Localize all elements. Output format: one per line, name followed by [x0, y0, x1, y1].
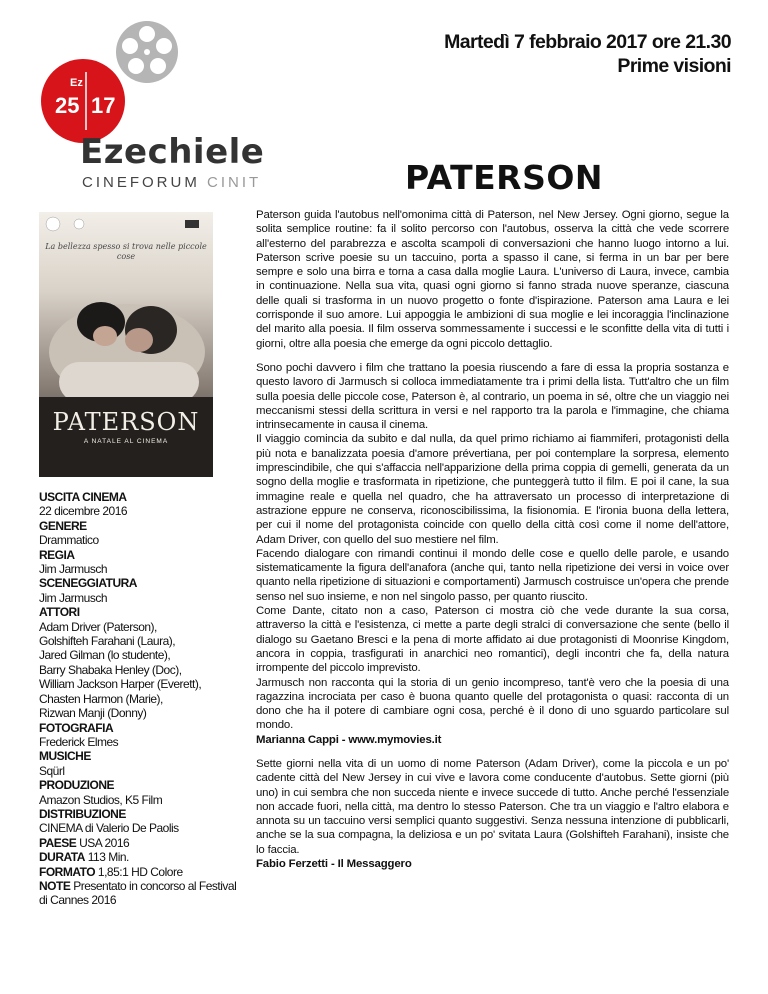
screening-info [444, 30, 731, 78]
value-paese: USA 2016 [79, 835, 130, 850]
label-note: NOTE [39, 878, 71, 893]
actor-item: Adam Driver (Paterson), [39, 619, 157, 634]
review-1-part-d: Come Dante, citato non a caso, Paterson ci mostra ciò che vede durante la sua corsa, attraverso la città e l'esistenza, ci mette a parte degli stralci di conversazione che sente (bello il dialogo su Gaetano Bresci e la pena di morte affidato ai due protagonisti di Moonrise Kingdom, ancora in coppia, trasfigurati in anarchici neo romantici), degli incontri che fa, della natura irrompente del piccolo imprevisto. [256, 605, 729, 675]
poster-subtitle: A NATALE AL CINEMA [83, 438, 169, 445]
review-2 [256, 757, 729, 871]
film-info [39, 490, 239, 908]
label-genere: GENERE [39, 518, 87, 533]
movie-poster [39, 212, 213, 477]
label-produzione: PRODUZIONE [39, 778, 115, 793]
actor-item: Barry Shabaka Henley (Doc), [39, 662, 182, 677]
label-uscita: USCITA CINEMA [39, 490, 127, 504]
label-sceneggiatura: SCENEGGIATURA [39, 576, 137, 591]
badge-17: 17 [91, 93, 116, 118]
value-uscita: 22 dicembre 2016 [39, 504, 128, 519]
actor-item: Jared Gilman (lo studente), [39, 648, 171, 663]
review-1 [256, 361, 729, 747]
value-note: Presentato in concorso al Festival di Cannes 2016 [39, 878, 237, 908]
screening-date: Martedì 7 febbraio 2017 ore 21.30 [444, 31, 731, 53]
brand-sub-cinit: CINIT [207, 174, 262, 191]
value-fotografia: Frederick Elmes [39, 734, 119, 749]
label-fotografia: FOTOGRAFIA [39, 720, 114, 735]
review-1-part-c: Facendo dialogare con rimandi continui il mondo delle cose e quello delle parole, e usando sistematicamente la figura dell'anafora (anche qui, tanto nella ripetizione dei versi in voice over quanto nella ripetizione di situazioni e comportamenti) Jarmusch costruisce un'opera che prende senso nel suo insieme, e non nel singolo passo, per quanto riuscito. [256, 547, 729, 603]
article-body [256, 208, 729, 881]
review-1-part-a: Sono pochi davvero i film che trattano la poesia riuscendo a fare di essa la propria sostanza e questo lavoro di Jarmusch si colloca immediatamente tra i primi della lista. Tutt'altro che un film sulla poesia delle piccole cose, Paterson è, al contrario, un poema in sé, oltre che un viaggio nei meccanismi stessi della scrittura in versi e nel rapporto tra la parola e l'immagine, che chiama intrinsecamente in causa il cinema. [256, 361, 729, 432]
review-2-signature: Fabio Ferzetti - Il Messaggero [256, 858, 412, 871]
label-attori: ATTORI [39, 605, 80, 620]
synopsis-paragraph: Paterson guida l'autobus nell'omonima città di Paterson, nel New Jersey. Ogni giorno, segue la solita semplice routine: fa il solito percorso con l'autobus, osserva la città che vede scorrere all'esterno del parabrezza e ascolta scampoli di conversazioni che hanno luogo intorno a lui. Paterson scrive poesie su un taccuino, porta a spasso il cane, si ferma in un bar per bere sempre e solo una birra e torna a casa dalla moglie Laura. L'universo di Laura, invece, cambia in continuazione. Nella sua vita, quasi ogni giorno si fanno strada nuove speranze, ciascuna delle quali si trasforma in un nuovo progetto o fonte d'ispirazione. Paterson ama Laura e lei corrisponde il suo amore. Lui appoggia le ambizioni di sua moglie e lei incoraggia l'inclinazione del marito alla poesia. Il film osserva sommessamente i successi e le sconfitte della vita di tutti i giorni, oltre alla poesia che emerge da ogni piccolo dettaglio. [256, 209, 729, 350]
value-musiche: Sqürl [39, 763, 65, 778]
screening-section: Prime visioni [617, 55, 731, 77]
label-paese: PAESE [39, 835, 77, 850]
label-distribuzione: DISTRIBUZIONE [39, 806, 126, 821]
actor-item: Golshifteh Farahani (Laura), [39, 634, 176, 649]
row-formato [39, 865, 239, 879]
review-1-signature: Marianna Cappi - www.mymovies.it [256, 733, 442, 746]
review-2-text: Sette giorni nella vita di un uomo di nome Paterson (Adam Driver), come la piccola e un po' cadente città del New Jersey in cui vive e lavora come conducente d'autobus. Sette giorni (più uno) in cui sembra che non succeda niente e invece succede di tutto. Anche perché l'essenziale non accade fuori, nella città, ma dentro lo stesso Paterson. Che tra un viaggio e l'altro elabora e annota su un taccuino versi semplici quanto suggestivi. Senza nessuna intenzione di pubblicarli, anche se la sua compagna, la deliziosa e un po' svitata Laura (Golshifteh Farahani), insiste che lo faccia. [256, 757, 729, 856]
label-regia: REGIA [39, 547, 75, 562]
value-distribuzione: CINEMA di Valerio De Paolis [39, 821, 179, 836]
poster-tagline: La bellezza spesso si trova nelle piccole cose [45, 242, 207, 261]
actor-item: Chasten Harmon (Marie), [39, 691, 163, 706]
badge-25: 25 [55, 93, 80, 118]
badge-ez: Ez [70, 77, 83, 89]
label-formato: FORMATO [39, 864, 96, 879]
label-musiche: MUSICHE [39, 749, 91, 764]
brand-sub-cineforum: CINEFORUM [82, 174, 200, 191]
review-1-part-e: Jarmusch non racconta qui la storia di un genio incompreso, tant'è vero che la poesia di una ragazzina incrociata per caso è buona quanto quelle del protagonista o quasi: racconta di un dono che ha il potere di cambiare ogni cosa, perché è il dono di uno sguardo particolare sul mondo. [256, 676, 729, 732]
row-paese [39, 836, 239, 850]
actor-item: William Jackson Harper (Everett), [39, 677, 202, 692]
value-produzione: Amazon Studios, K5 Film [39, 792, 163, 807]
film-title: PATERSON [405, 158, 604, 197]
value-regia: Jim Jarmusch [39, 562, 108, 577]
value-sceneggiatura: Jim Jarmusch [39, 590, 108, 605]
row-durata [39, 850, 239, 864]
brand-subtitle [82, 174, 261, 191]
value-genere: Drammatico [39, 533, 99, 548]
value-durata: 113 Min. [87, 850, 129, 865]
poster-title: PATERSON [52, 408, 200, 436]
value-formato: 1,85:1 HD Colore [97, 864, 183, 879]
review-1-part-b: Il viaggio comincia da subito e dal nulla, da quel primo richiamo ai fiammiferi, protagonisti della più nota e banalizzata poesia d'amore prévertiana, per poi contemplare la sorpresa, elemento imprescindibile, che qui s'affaccia nell'apparizione della prima coppia di gemelli, generata da un sogno della moglie e trasformata in ripetizione, che punteggerà tutto il film. E poi il cane, la sua immagine reale e quella nel quadro, che ha attraversato un processo di interpretazione di astrazione eppure ne conserva, riconoscibilissima, la fisionomia. E l'ironia buona della lettera, per cui il nome del protagonista coincide con quello della città così come il nome dell'attore, Adam Driver, con quello del suo mestiere nel film. [256, 433, 729, 546]
brand-name: Ezechiele [80, 132, 265, 172]
label-durata: DURATA [39, 850, 85, 865]
actor-item: Rizwan Manji (Donny) [39, 706, 147, 721]
row-note [39, 879, 239, 908]
